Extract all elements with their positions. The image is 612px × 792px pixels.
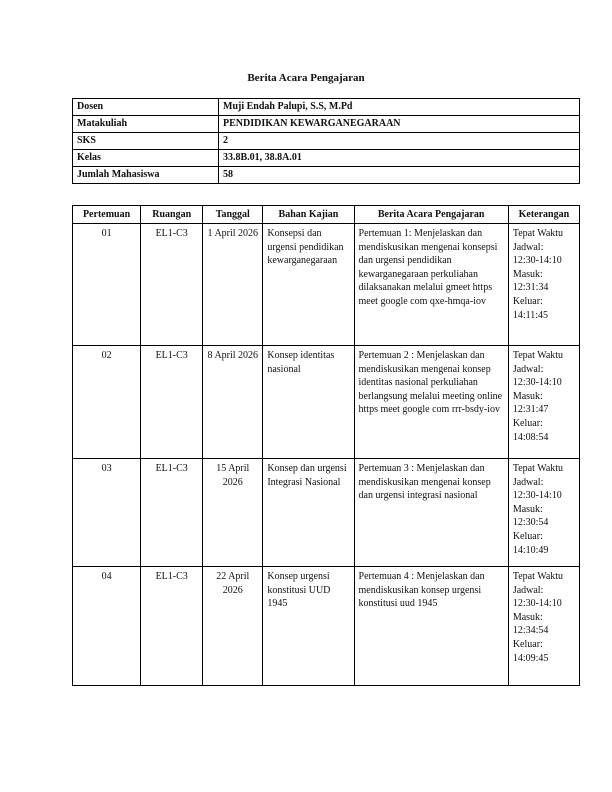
status-text: Tepat Waktu (512, 228, 564, 239)
check-in-label: Masuk: (512, 390, 543, 402)
cell-pertemuan: 02 (73, 346, 141, 459)
cell-bahan-kajian: Konsep urgensi konstitusi UUD 1945 (263, 567, 354, 686)
check-out-label: Keluar: (512, 295, 543, 307)
check-in-value: 12:31:47 (512, 404, 549, 416)
check-out-value: 14:08:54 (512, 431, 549, 443)
cell-tanggal: 22 April 2026 (203, 567, 263, 686)
cell-keterangan (508, 224, 579, 346)
check-in-label: Masuk: (512, 503, 543, 515)
status-text: Tepat Waktu (512, 571, 564, 582)
cell-ruangan: EL1-C3 (141, 346, 203, 459)
info-row-sks (73, 133, 580, 150)
cell-ruangan: EL1-C3 (141, 459, 203, 567)
cell-tanggal: 1 April 2026 (203, 224, 263, 346)
course-info-table (72, 98, 580, 184)
info-value: Muji Endah Palupi, S.S, M.Pd (219, 99, 580, 116)
table-row (73, 459, 580, 567)
schedule-value: 12:30-14:10 (512, 377, 562, 389)
info-row-matakuliah (73, 116, 580, 133)
check-out-label: Keluar: (512, 638, 543, 650)
info-value: 58 (219, 167, 580, 184)
table-row (73, 224, 580, 346)
cell-berita-acara: Pertemuan 1: Menjelaskan dan mendiskusikan mengenai konsepsi dan urgensi pendidikan kewarganegaraan perkuliahan dilaksanakan melalui gmeet https meet google com qxe-hmqa-iov (354, 224, 508, 346)
column-header: Ruangan (141, 206, 203, 224)
check-out-label: Keluar: (512, 417, 543, 429)
schedule-label: Jadwal: (512, 476, 544, 488)
info-label: Jumlah Mahasiswa (73, 167, 219, 184)
check-out-label: Keluar: (512, 530, 543, 542)
info-label: Matakuliah (73, 116, 219, 133)
schedule-value: 12:30-14:10 (512, 255, 562, 267)
info-value: 33.8B.01, 38.8A.01 (219, 150, 580, 167)
check-out-value: 14:09:45 (512, 652, 549, 664)
cell-tanggal: 8 April 2026 (203, 346, 263, 459)
cell-pertemuan: 01 (73, 224, 141, 346)
status-text: Tepat Waktu (512, 463, 564, 474)
info-row-jumlah-mahasiswa (73, 167, 580, 184)
document-title: Berita Acara Pengajaran (247, 72, 365, 84)
column-header: Tanggal (203, 206, 263, 224)
column-header: Keterangan (508, 206, 579, 224)
schedule-value: 12:30-14:10 (512, 598, 562, 610)
info-label: SKS (73, 133, 219, 150)
info-row-kelas (73, 150, 580, 167)
cell-pertemuan: 04 (73, 567, 141, 686)
table-row (73, 567, 580, 686)
cell-keterangan (508, 346, 579, 459)
check-in-label: Masuk: (512, 611, 543, 623)
cell-tanggal: 15 April 2026 (203, 459, 263, 567)
cell-keterangan (508, 459, 579, 567)
info-value: PENDIDIKAN KEWARGANEGARAAN (219, 116, 580, 133)
info-row-dosen (73, 99, 580, 116)
schedule-value: 12:30-14:10 (512, 490, 562, 502)
cell-ruangan: EL1-C3 (141, 567, 203, 686)
cell-ruangan: EL1-C3 (141, 224, 203, 346)
cell-berita-acara: Pertemuan 4 : Menjelaskan dan mendiskusikan konsep urgensi konstitusi uud 1945 (354, 567, 508, 686)
cell-keterangan (508, 567, 579, 686)
check-in-value: 12:34:54 (512, 625, 549, 637)
column-header: Bahan Kajian (263, 206, 354, 224)
cell-bahan-kajian: Konsep dan urgensi Integrasi Nasional (263, 459, 354, 567)
table-header-row (73, 206, 580, 224)
check-in-label: Masuk: (512, 268, 543, 280)
cell-berita-acara: Pertemuan 2 : Menjelaskan dan mendiskusikan mengenai konsep identitas nasional perkuliahan berlangsung melalui meeting online https meet google com rrr-bsdy-iov (354, 346, 508, 459)
info-value: 2 (219, 133, 580, 150)
column-header: Pertemuan (73, 206, 141, 224)
table-row (73, 346, 580, 459)
info-label: Kelas (73, 150, 219, 167)
teaching-record-table (72, 205, 580, 686)
schedule-label: Jadwal: (512, 363, 544, 375)
check-in-value: 12:31:34 (512, 282, 549, 294)
cell-berita-acara: Pertemuan 3 : Menjelaskan dan mendiskusikan mengenai konsep dan urgensi integrasi nasional (354, 459, 508, 567)
cell-pertemuan: 03 (73, 459, 141, 567)
check-out-value: 14:10:49 (512, 544, 549, 556)
check-in-value: 12:30:54 (512, 517, 549, 529)
schedule-label: Jadwal: (512, 241, 544, 253)
status-text: Tepat Waktu (512, 350, 564, 361)
info-label: Dosen (73, 99, 219, 116)
schedule-label: Jadwal: (512, 584, 544, 596)
check-out-value: 14:11:45 (512, 309, 548, 321)
cell-bahan-kajian: Konsep identitas nasional (263, 346, 354, 459)
cell-bahan-kajian: Konsepsi dan urgensi pendidikan kewarganegaraan (263, 224, 354, 346)
column-header: Berita Acara Pengajaran (354, 206, 508, 224)
